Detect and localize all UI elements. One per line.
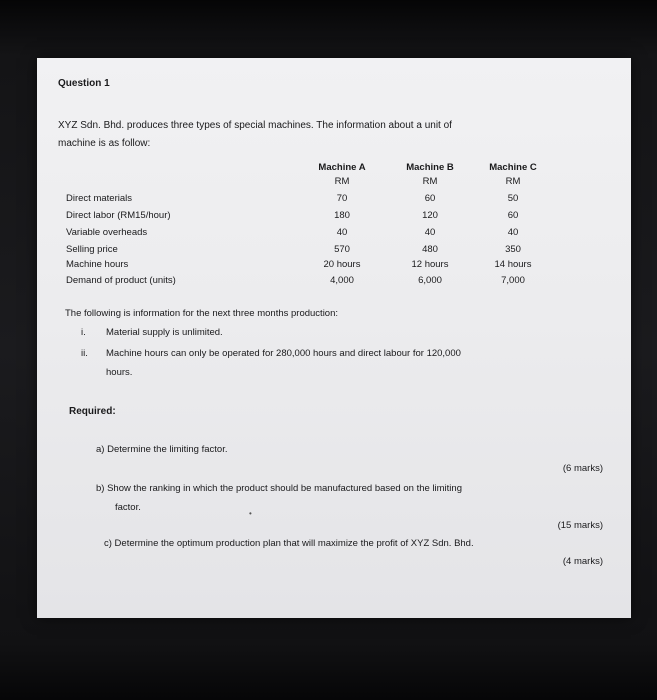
column-unit-c: RM xyxy=(505,176,521,187)
column-header-machine-b: Machine B xyxy=(406,162,454,173)
table-cell: 6,000 xyxy=(418,275,442,286)
list-item: Machine hours can only be operated for 280,000 hours and direct labour for 120,000 xyxy=(106,348,461,359)
table-cell: 40 xyxy=(424,227,436,238)
column-unit-a: RM xyxy=(334,176,350,187)
table-cell: 120 xyxy=(422,210,438,221)
table-cell: 570 xyxy=(334,244,350,255)
table-cell: 60 xyxy=(424,193,436,204)
table-cell: 4,000 xyxy=(330,275,354,286)
row-label-direct-materials: Direct materials xyxy=(66,193,132,204)
question-title: Question 1 xyxy=(58,78,110,89)
part-b-text: b) Show the ranking in which the product should be manufactured based on the limiting xyxy=(96,483,462,494)
column-header-machine-c: Machine C xyxy=(489,162,537,173)
table-cell: 20 hours xyxy=(323,259,361,270)
table-cell: 40 xyxy=(507,227,519,238)
table-cell: 350 xyxy=(505,244,521,255)
row-label-selling-price: Selling price xyxy=(66,244,118,255)
part-c-marks: (4 marks) xyxy=(562,556,603,567)
part-b-continuation: factor. xyxy=(115,502,141,513)
part-c-text: c) Determine the optimum production plan that will maximize the profit of XYZ Sdn. Bhd. xyxy=(104,538,474,549)
required-heading: Required: xyxy=(69,406,116,417)
table-cell: 70 xyxy=(336,193,348,204)
table-cell: 50 xyxy=(507,193,519,204)
exam-paper xyxy=(37,58,631,618)
row-label-machine-hours: Machine hours xyxy=(66,259,129,270)
table-cell: 40 xyxy=(336,227,348,238)
table-cell: 7,000 xyxy=(501,275,525,286)
list-item-continuation: hours. xyxy=(106,367,133,378)
row-label-demand: Demand of product (units) xyxy=(66,275,176,286)
stray-mark: • xyxy=(249,509,252,518)
intro-line-1: XYZ Sdn. Bhd. produces three types of special machines. The information about a unit of xyxy=(58,120,452,131)
table-cell: 12 hours xyxy=(411,259,449,270)
table-cell: 480 xyxy=(422,244,438,255)
table-cell: 60 xyxy=(507,210,519,221)
row-label-variable-overheads: Variable overheads xyxy=(66,227,148,238)
list-number: i. xyxy=(81,327,86,338)
row-label-direct-labor: Direct labor (RM15/hour) xyxy=(66,210,171,221)
list-item: Material supply is unlimited. xyxy=(106,327,223,338)
part-a-text: a) Determine the limiting factor. xyxy=(96,444,228,455)
column-unit-b: RM xyxy=(422,176,438,187)
table-cell: 14 hours xyxy=(494,259,532,270)
info-heading: The following is information for the next three months production: xyxy=(65,308,339,319)
table-cell: 180 xyxy=(334,210,350,221)
part-b-marks: (15 marks) xyxy=(557,520,603,531)
list-number: ii. xyxy=(81,348,88,359)
part-a-marks: (6 marks) xyxy=(562,463,603,474)
column-header-machine-a: Machine A xyxy=(318,162,366,173)
intro-line-2: machine is as follow: xyxy=(58,138,151,149)
